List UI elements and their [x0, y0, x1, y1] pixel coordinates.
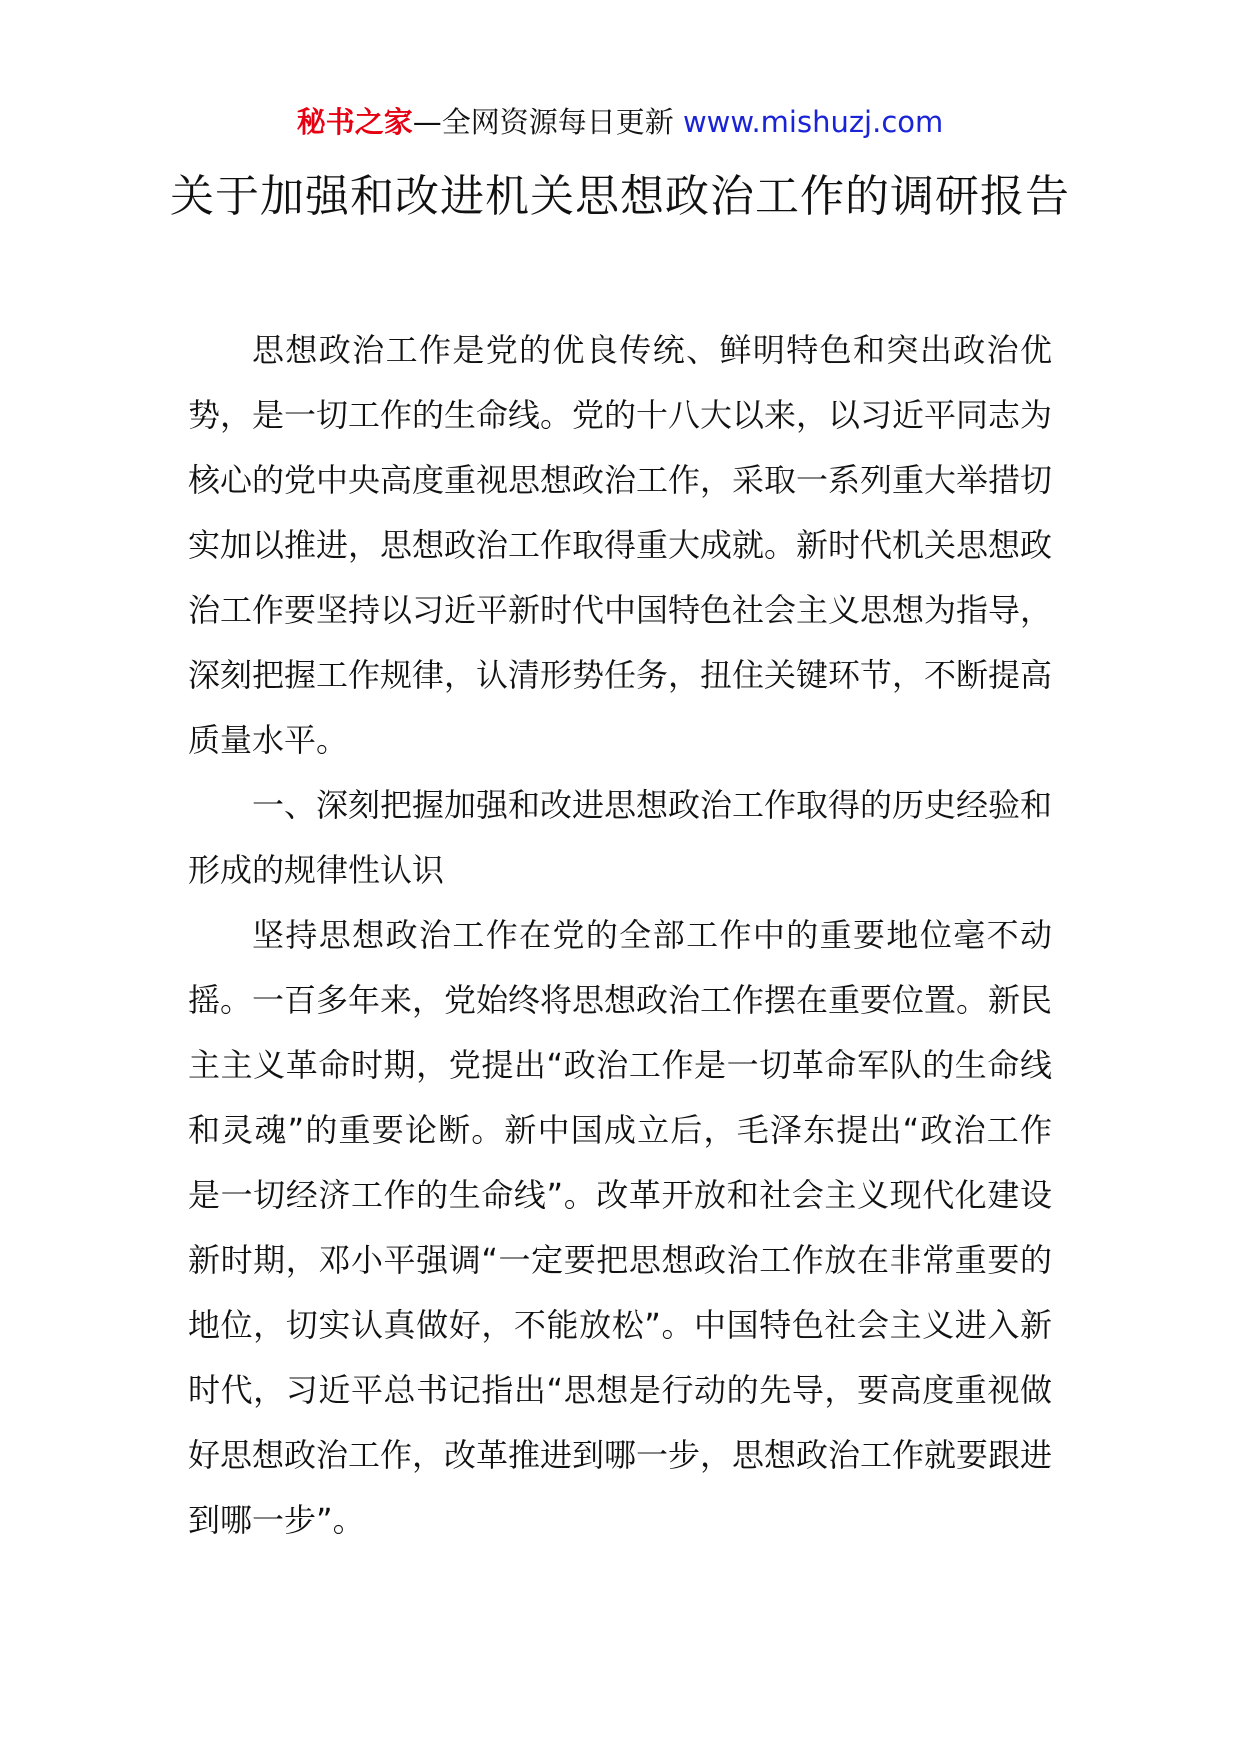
site-header: [0, 100, 1240, 144]
site-url-link[interactable]: www.mishuzj.com: [682, 105, 944, 139]
paragraph-section-1: 坚持思想政治工作在党的全部工作中的重要地位毫不动摇。一百多年来，党始终将思想政治工作摆在重要位置。新民主主义革命时期，党提出“政治工作是一切革命军队的生命线和灵魂”的重要论断。新中国成立后，毛泽东提出“政治工作是一切经济工作的生命线”。改革开放和社会主义现代化建设新时期，邓小平强调“一定要把思想政治工作放在非常重要的地位，切实认真做好，不能放松”。中国特色社会主义进入新时代，习近平总书记指出“思想是行动的先导，要高度重视做好思想政治工作，改革推进到哪一步，思想政治工作就要跟进到哪一步”。: [188, 916, 1053, 1539]
paragraph-intro: 思想政治工作是党的优良传统、鲜明特色和突出政治优势，是一切工作的生命线。党的十八大以来，以习近平同志为核心的党中央高度重视思想政治工作，采取一系列重大举措切实加以推进，思想政治工作取得重大成就。新时代机关思想政治工作要坚持以习近平新时代中国特色社会主义思想为指导，深刻把握工作规律，认清形势任务，扭住关键环节，不断提高质量水平。: [188, 331, 1053, 759]
header-slogan: —全网资源每日更新: [412, 105, 683, 139]
brand-name: 秘书之家: [296, 105, 413, 139]
section-heading-1: 一、深刻把握加强和改进思想政治工作取得的历史经验和形成的规律性认识: [188, 786, 1053, 889]
document-title: 关于加强和改进机关思想政治工作的调研报告: [170, 171, 1070, 222]
document-body: [188, 318, 1052, 1553]
